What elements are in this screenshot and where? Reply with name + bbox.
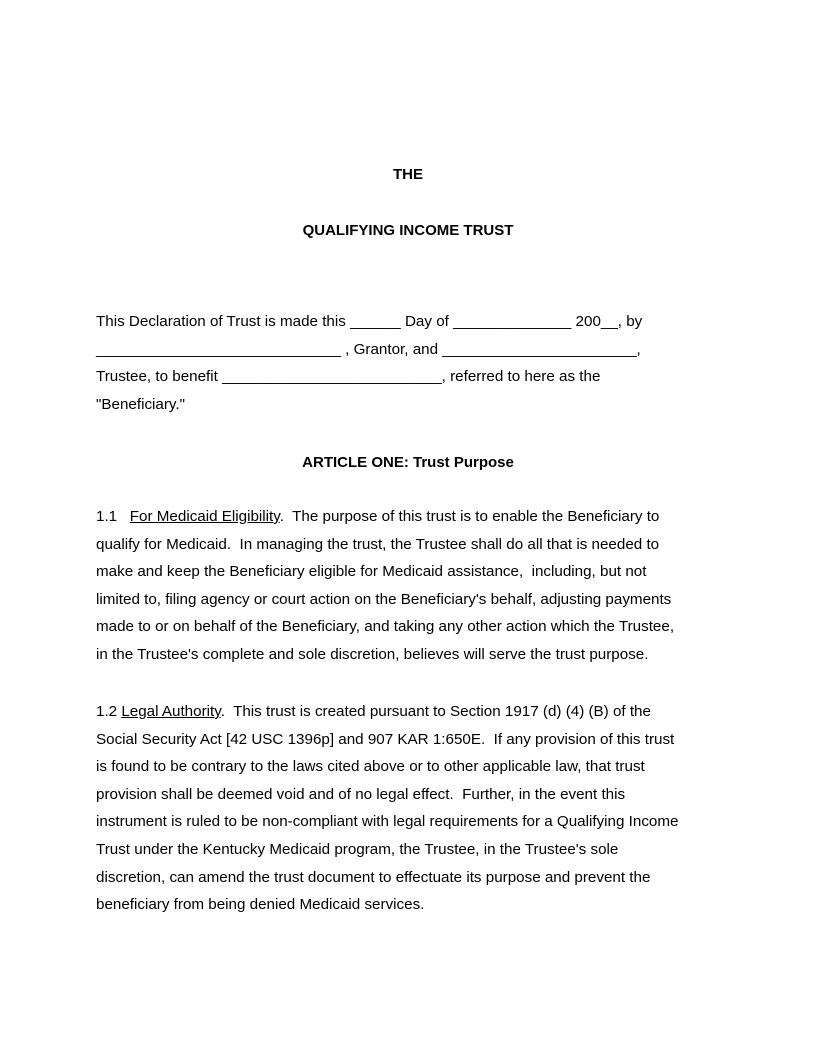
section-1-2-line: is found to be contrary to the laws cited above or to other applicable law, that trust — [96, 758, 645, 776]
section-1-2-line: Social Security Act [42 USC 1396p] and 907 KAR 1:650E. If any provision of this trust — [96, 730, 675, 748]
section-1-1-line: limited to, filing agency or court action on the Beneficiary's behalf, adjusting payments — [96, 590, 672, 608]
section-1-2-line: beneficiary from being denied Medicaid services. — [96, 896, 425, 914]
section-1-1-line: made to or on behalf of the Beneficiary, and taking any other action which the Trustee, — [96, 618, 675, 636]
declaration-line: _____________________________ , Grantor, and _______________________, — [96, 340, 641, 358]
section-1-1-line: in the Trustee's complete and sole discretion, believes will serve the trust purpose. — [96, 645, 649, 663]
section-1-2-line: provision shall be deemed void and of no legal effect. Further, in the event this — [96, 785, 626, 803]
declaration-line: "Beneficiary." — [96, 395, 186, 413]
section-1-2-line: discretion, can amend the trust document to effectuate its purpose and prevent the — [96, 868, 651, 886]
section-1-1-paragraph — [96, 503, 726, 669]
section-1-1-first-line-rest: . The purpose of this trust is to enable the Beneficiary to — [279, 508, 660, 525]
declaration-line: This Declaration of Trust is made this ______ Day of ______________ 200__, by — [96, 313, 643, 330]
declaration-line: Trustee, to benefit __________________________, referred to here as the — [96, 368, 601, 386]
section-1-1-number: 1.1 — [96, 508, 130, 525]
article-one-heading: ARTICLE ONE: Trust Purpose — [302, 454, 514, 471]
section-1-1-heading: For Medicaid Eligibility — [129, 508, 280, 525]
section-1-1-first-line — [96, 503, 726, 531]
section-1-2-first-line — [96, 698, 726, 726]
declaration-paragraph — [96, 308, 726, 418]
section-1-2-heading: Legal Authority — [121, 703, 221, 720]
title-the: THE — [393, 166, 423, 183]
section-1-1-line: make and keep the Beneficiary eligible for Medicaid assistance, including, but not — [96, 563, 647, 581]
title-qualifying-income-trust: QUALIFYING INCOME TRUST — [302, 222, 514, 239]
section-1-2-line: Trust under the Kentucky Medicaid program, the Trustee, in the Trustee's sole — [96, 840, 619, 858]
section-1-2-number: 1.2 — [96, 703, 122, 720]
section-1-2-line: instrument is ruled to be non-compliant with legal requirements for a Qualifying Income — [96, 813, 679, 831]
section-1-1-line: qualify for Medicaid. In managing the trust, the Trustee shall do all that is needed to — [96, 535, 660, 553]
section-1-2-first-line-rest: . This trust is created pursuant to Section 1917 (d) (4) (B) of the — [220, 703, 651, 720]
section-1-2-paragraph — [96, 698, 726, 919]
